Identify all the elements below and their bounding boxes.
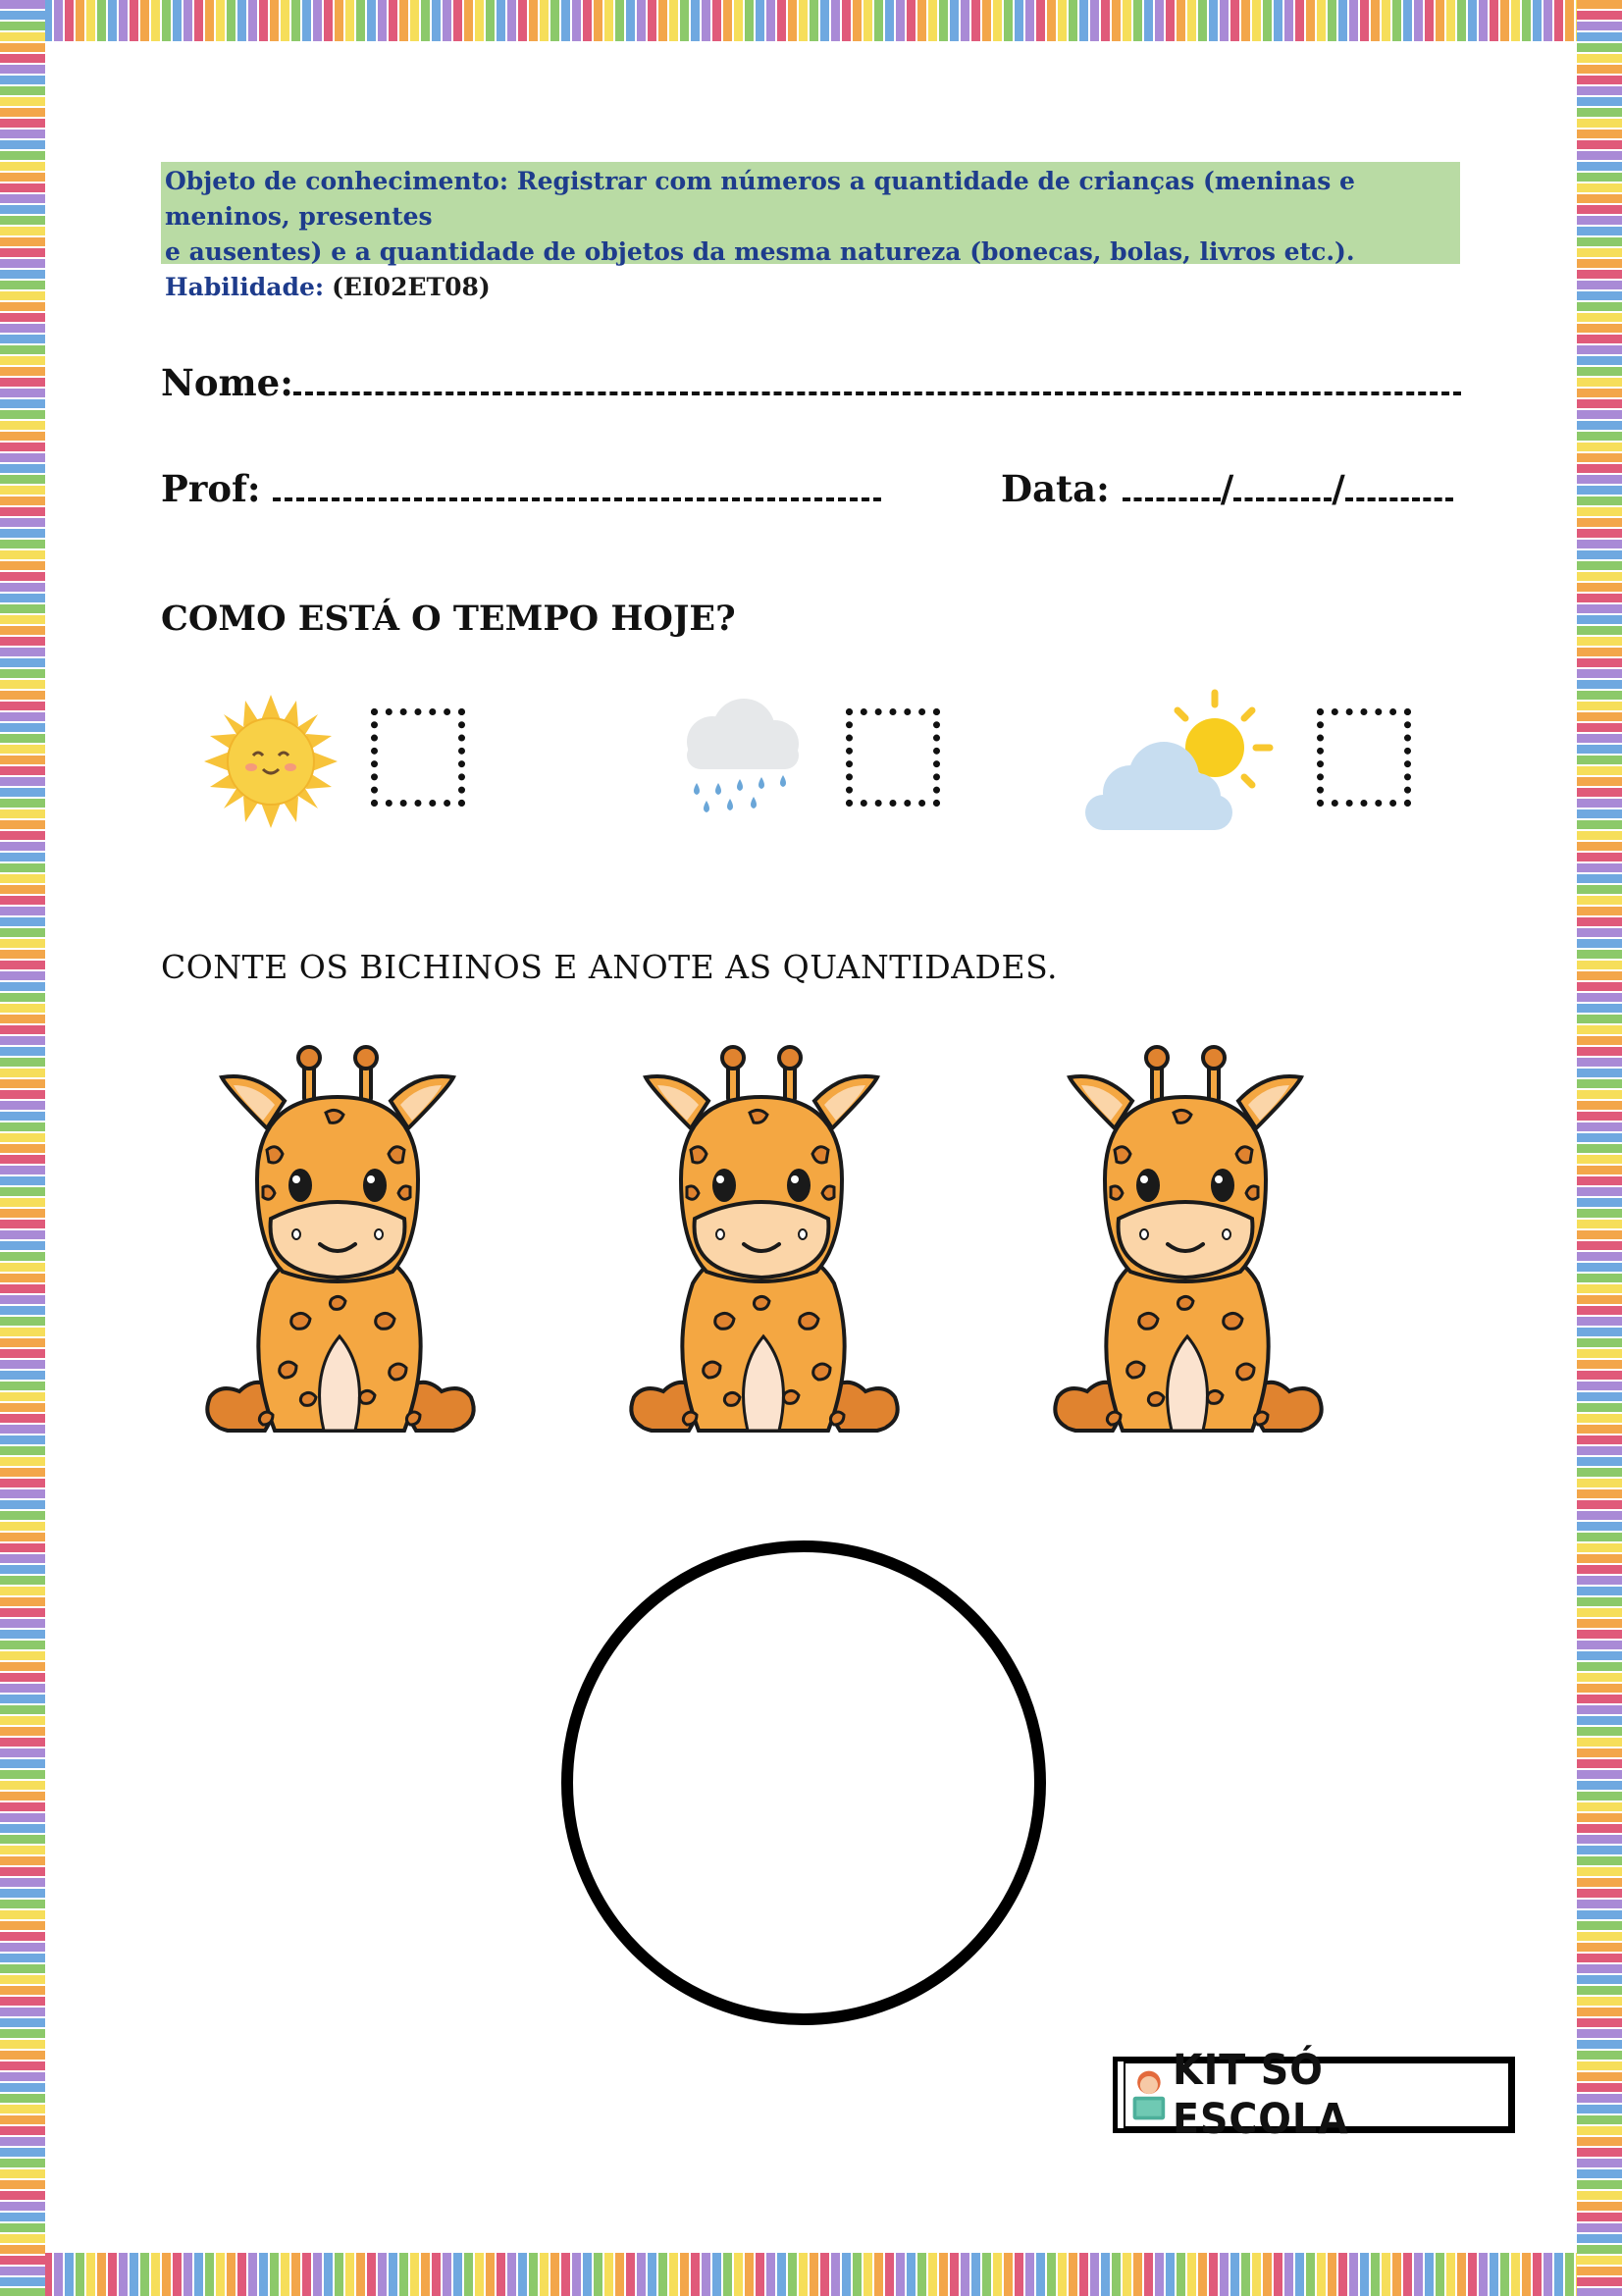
prof-blank-line[interactable] <box>273 476 881 501</box>
brand-logo-text: KIT SÓ ESCOLA <box>1172 2046 1349 2144</box>
brand-logo <box>1113 2046 1515 2144</box>
prof-field[interactable] <box>161 467 881 510</box>
answer-circle[interactable] <box>561 1540 1046 2025</box>
rain-check-box[interactable] <box>846 708 940 807</box>
pencil-border-bottom <box>0 2227 1622 2296</box>
date-year-blank[interactable] <box>1345 476 1453 501</box>
giraffe-icon <box>622 1042 907 1484</box>
pencil-border-top <box>0 0 1622 77</box>
sun-check-box[interactable] <box>371 708 465 807</box>
objective-line-2: e ausentes) e a quantidade de objetos da mesma natureza (bonecas, bolas, livros etc.). <box>165 237 1355 266</box>
objective-box <box>161 162 1460 301</box>
giraffe-icon <box>1046 1042 1331 1484</box>
sun-icon <box>202 693 340 830</box>
rain-cloud-icon <box>673 693 811 830</box>
weather-title: COMO ESTÁ O TEMPO HOJE? <box>161 599 736 639</box>
habilidade-value: (EI02ET08) <box>332 273 491 301</box>
name-blank-line[interactable] <box>293 370 1461 395</box>
pencil-border-right <box>1551 0 1622 2296</box>
counting-instruction: CONTE OS BICHINOS E ANOTE AS QUANTIDADES. <box>161 948 1059 986</box>
habilidade-row <box>165 270 1456 305</box>
date-separator: / <box>1220 467 1234 510</box>
objective-line-1: Objeto de conhecimento: Registrar com números a quantidade de crianças (meninas e meninos, presentes <box>165 167 1355 231</box>
pencil-border-left <box>0 0 71 2296</box>
prof-label: Prof: <box>161 467 261 510</box>
brand-logo-frame <box>1124 2046 1510 2144</box>
name-field[interactable] <box>161 361 1461 404</box>
date-label: Data: <box>1001 467 1110 510</box>
habilidade-label: Habilidade: <box>165 273 325 301</box>
date-day-blank[interactable] <box>1123 476 1221 501</box>
name-label: Nome: <box>161 361 293 404</box>
date-separator: / <box>1332 467 1345 510</box>
date-month-blank[interactable] <box>1233 476 1332 501</box>
partly-cloudy-icon <box>1079 687 1276 834</box>
date-field[interactable] <box>1001 467 1453 510</box>
giraffe-icon <box>198 1042 483 1484</box>
partly-cloudy-check-box[interactable] <box>1317 708 1411 807</box>
child-reading-icon <box>1129 2065 1169 2124</box>
